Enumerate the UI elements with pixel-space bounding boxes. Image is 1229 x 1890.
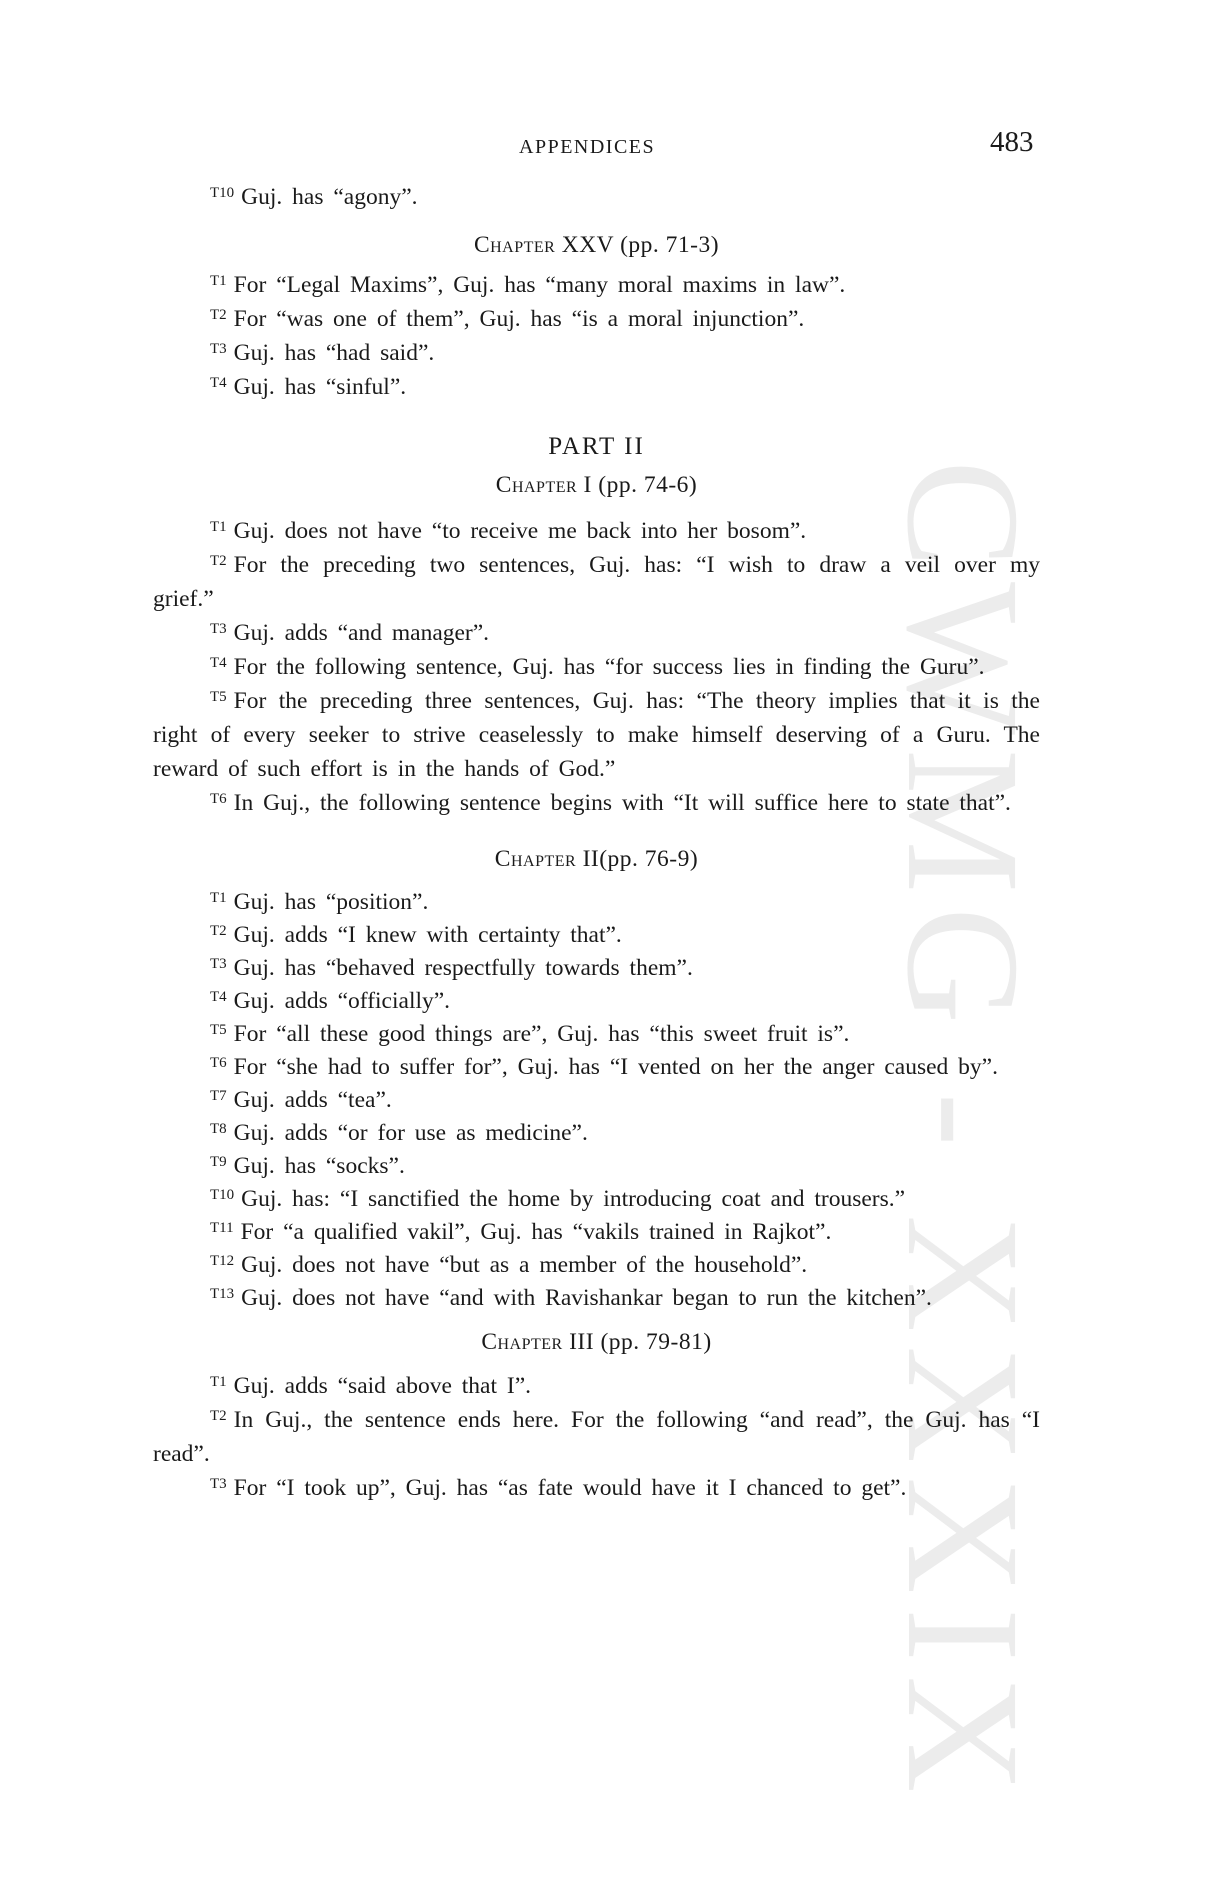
note-mark: T10 <box>210 1187 235 1203</box>
note-mark: T2 <box>210 553 227 569</box>
note <box>153 786 1040 820</box>
chapter-ref: II(pp. 76-9) <box>576 846 699 872</box>
note-mark: T12 <box>210 1253 235 1269</box>
chapter-word: Chapter <box>494 846 577 872</box>
note <box>153 1369 1040 1403</box>
note <box>153 1471 1040 1505</box>
note-mark: T4 <box>210 989 227 1005</box>
note-text: Guj. has “had said”. <box>233 340 435 366</box>
note <box>153 1084 1040 1117</box>
chapter-heading-xxv <box>153 228 1040 262</box>
note-mark: T2 <box>210 307 227 323</box>
note <box>153 268 1040 302</box>
note-mark: T6 <box>210 791 227 807</box>
note-mark: T6 <box>210 1055 227 1071</box>
note-mark: T10 <box>210 185 235 201</box>
note-text: Guj. has “behaved respectfully towards them”. <box>233 955 693 981</box>
note <box>153 616 1040 650</box>
note-text: For “a qualified vakil”, Guj. has “vakils trained in Rajkot”. <box>240 1219 832 1245</box>
note-mark: T2 <box>210 923 227 939</box>
note-mark: T1 <box>210 273 227 289</box>
note-mark: T1 <box>210 519 227 535</box>
running-head: APPENDICES <box>519 136 656 158</box>
note <box>153 919 1040 952</box>
note <box>153 1051 1040 1084</box>
note-mark: T13 <box>210 1286 235 1302</box>
note-text: For “I took up”, Guj. has “as fate would have it I chanced to get”. <box>233 1475 907 1501</box>
note-mark: T9 <box>210 1154 227 1170</box>
note-mark: T4 <box>210 375 227 391</box>
note-mark: T3 <box>210 956 227 972</box>
note-mark: T1 <box>210 1374 227 1390</box>
note-text: Guj. adds “said above that I”. <box>233 1373 532 1399</box>
note-text: Guj. adds “or for use as medicine”. <box>233 1120 588 1146</box>
note <box>153 370 1040 404</box>
part-heading: PART II <box>548 433 645 460</box>
note <box>153 952 1040 985</box>
note-mark: T7 <box>210 1088 227 1104</box>
chapter-word: Chapter <box>481 1329 563 1355</box>
note-text: Guj. adds “tea”. <box>233 1087 392 1113</box>
note <box>153 1117 1040 1150</box>
note-text: Guj. does not have “but as a member of the household”. <box>241 1252 808 1278</box>
note <box>153 1403 1040 1471</box>
note <box>153 684 1040 786</box>
note <box>153 336 1040 370</box>
note <box>153 1216 1040 1249</box>
note-text: Guj. adds “and manager”. <box>233 620 490 646</box>
note <box>153 1282 1040 1315</box>
note-T10-carry <box>153 180 1040 214</box>
note <box>153 886 1040 919</box>
note-mark: T1 <box>210 890 227 906</box>
note-mark: T3 <box>210 1476 227 1492</box>
note-text: Guj. has “position”. <box>233 889 429 915</box>
note-text: Guj. has “agony”. <box>241 184 418 210</box>
note-mark: T3 <box>210 621 227 637</box>
note <box>153 1183 1040 1216</box>
note-text: In Guj., the sentence ends here. For the following “and read”, the Guj. has “I read”. <box>153 1407 1040 1467</box>
page-body <box>153 180 1040 1505</box>
note-text: Guj. adds “I knew with certainty that”. <box>233 922 622 948</box>
chapter-heading-ii <box>153 842 1040 876</box>
chapter-ref: III (pp. 79-81) <box>562 1329 712 1355</box>
note-mark: T5 <box>210 689 227 705</box>
chapter-word: Chapter <box>473 232 556 258</box>
note-mark: T8 <box>210 1121 227 1137</box>
chapter-heading-iii <box>153 1325 1040 1359</box>
note-text: Guj. does not have “to receive me back into her bosom”. <box>233 518 807 544</box>
note-text: For “she had to suffer for”, Guj. has “I vented on her the anger caused by”. <box>233 1054 998 1080</box>
note-text: Guj. has “socks”. <box>233 1153 405 1179</box>
note-text: For “all these good things are”, Guj. has “this sweet fruit is”. <box>233 1021 850 1047</box>
note-text: For “was one of them”, Guj. has “is a moral injunction”. <box>233 306 805 332</box>
chapter-ii-notes <box>153 886 1040 1315</box>
note <box>153 650 1040 684</box>
note-text: For “Legal Maxims”, Guj. has “many moral maxims in law”. <box>233 272 846 298</box>
note-text: For the preceding three sentences, Guj. has: “The theory implies that it is the right of every seeker to strive ceaselessly to make himself deserving of a Guru. The reward of such effort is in the hands of God.” <box>153 688 1040 782</box>
page-number: 483 <box>990 126 1034 158</box>
note <box>153 1018 1040 1051</box>
chapter-ref: I (pp. 74-6) <box>577 472 698 498</box>
note-mark: T2 <box>210 1408 227 1424</box>
watermark: CWMG - XXXIX <box>873 460 1052 1807</box>
note-mark: T3 <box>210 341 227 357</box>
note-text: In Guj., the following sentence begins with “It will suffice here to state that”. <box>233 790 1011 816</box>
note <box>153 1150 1040 1183</box>
note <box>153 514 1040 548</box>
note-text: For the following sentence, Guj. has “for success lies in finding the Guru”. <box>233 654 985 680</box>
chapter-ref: XXV (pp. 71-3) <box>555 232 720 258</box>
chapter-word: Chapter <box>495 472 578 498</box>
note-text: Guj. has: “I sanctified the home by introducing coat and trousers.” <box>241 1186 906 1212</box>
note-mark: T11 <box>210 1220 234 1236</box>
note-mark: T5 <box>210 1022 227 1038</box>
note-text: Guj. adds “officially”. <box>233 988 451 1014</box>
note <box>153 985 1040 1018</box>
note-text: For the preceding two sentences, Guj. has: “I wish to draw a veil over my grief.” <box>153 552 1040 612</box>
note-text: Guj. does not have “and with Ravishankar began to run the kitchen”. <box>241 1285 932 1311</box>
note <box>153 548 1040 616</box>
note-text: Guj. has “sinful”. <box>233 374 407 400</box>
note <box>153 302 1040 336</box>
note <box>153 1249 1040 1282</box>
note-mark: T4 <box>210 655 227 671</box>
chapter-heading-i <box>153 468 1040 502</box>
